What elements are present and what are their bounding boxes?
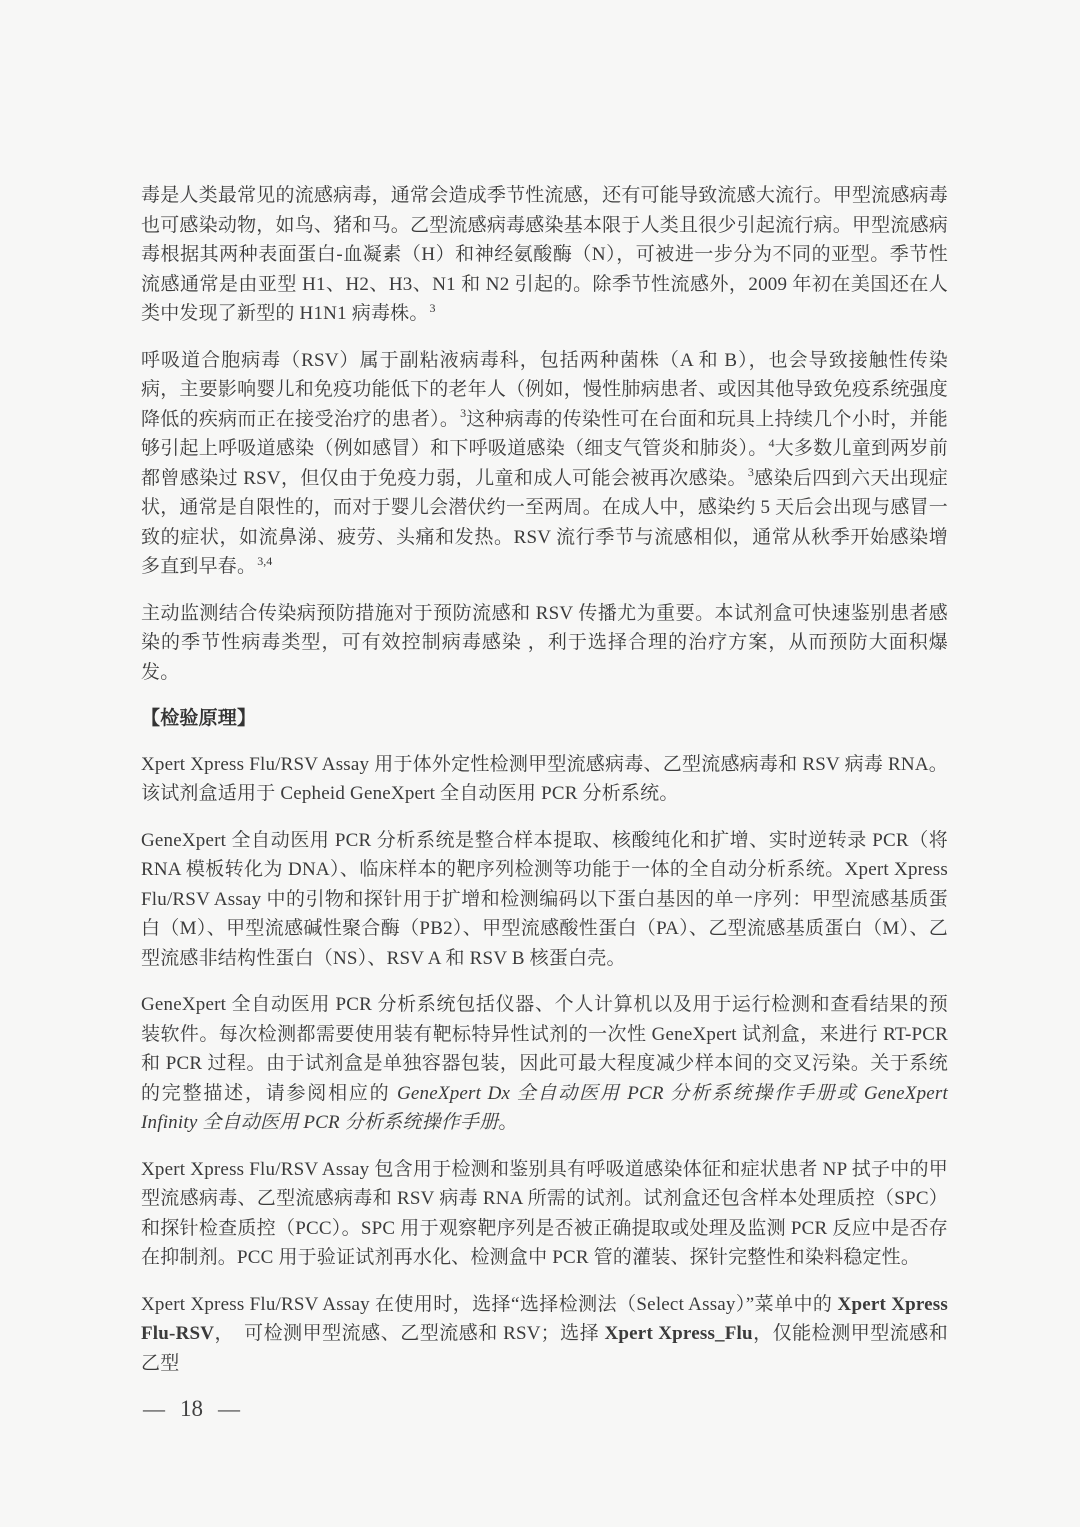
text-run: ，仅能检测甲型流感和乙型 xyxy=(141,1323,948,1374)
paragraph-genexpert-system xyxy=(141,826,948,974)
text-run: 这种病毒的传染性可在台面和玩具上持续几个小时，并能够引起上呼吸道感染（例如感冒）和下呼吸道感染（细支气管炎和肺炎）。 xyxy=(141,408,948,459)
paragraph-surveillance-importance xyxy=(141,599,948,688)
paragraph-genexpert-components xyxy=(141,990,948,1138)
text-run: ， 可检测甲型流感、乙型流感和 RSV；选择 xyxy=(214,1323,605,1344)
text-run: Xpert Xpress Flu/RSV Assay 包含用于检测和鉴别具有呼吸道感染体征和症状患者 NP 拭子中的甲型流感病毒、乙型流感病毒和 RSV 病毒 RNA 所需的试剂。试剂盒还包含样本处理质控（SPC）和探针检查质控（PCC）。SPC 用于观察靶序列是否被正确提取或处理及监测 PCR 反应中是否存在抑制剂。PCC 用于验证试剂再水化、检测盒中 PCR 管的灌装、探针完整性和染料稳定性。 xyxy=(141,1158,948,1268)
text-run: GeneXpert 全自动医用 PCR 分析系统包括仪器、个人计算机以及用于运行检测和查看结果的预装软件。每次检测都需要使用装有靶标特异性试剂的一次性 GeneXpert 试剂盒，来进行 RT-PCR 和 PCR 过程。由于试剂盒是单独容器包装，因此可最大程度减少样本间的交叉污染。关于系统的完整描述，请参阅相应的 xyxy=(141,994,948,1104)
footnote-superscript: 3 xyxy=(747,465,754,480)
page-footer xyxy=(143,1396,240,1422)
paragraph-assay-purpose xyxy=(141,750,948,809)
assay-name-bold: Xpert Xpress_Flu xyxy=(604,1323,753,1344)
text-run: 或 xyxy=(836,1082,864,1104)
manual-title-italic: GeneXpert Infinity 全自动医用 PCR 分析系统操作手册 xyxy=(141,1082,948,1133)
page-number: 18 xyxy=(180,1396,203,1421)
text-run: Xpert Xpress Flu/RSV Assay 在使用时，选择“选择检测法（Select Assay）”菜单中的 xyxy=(141,1293,838,1315)
manual-title-italic: GeneXpert Dx 全自动医用 PCR 分析系统操作手册 xyxy=(397,1082,837,1104)
footnote-superscript: 3,4 xyxy=(257,553,273,568)
footnote-superscript: 3 xyxy=(429,300,436,315)
page-content xyxy=(141,181,948,1395)
text-run: Xpert Xpress Flu/RSV Assay 用于体外定性检测甲型流感病毒、乙型流感病毒和 RSV 病毒 RNA。该试剂盒适用于 Cepheid GeneXpert 全自动医用 PCR 分析系统。 xyxy=(141,753,948,804)
text-run: 毒是人类最常见的流感病毒，通常会造成季节性流感，还有可能导致流感大流行。甲型流感病毒也可感染动物，如鸟、猪和马。乙型流感病毒感染基本限于人类且很少引起流行病。甲型流感病毒根据其两种表面蛋白-血凝素（H）和神经氨酸酶（N），可被进一步分为不同的亚型。季节性流感通常是由亚型 H1、H2、H3、N1 和 N2 引起的。除季节性流感外，2009 年初在美国还在人类中发现了新型的 H1N1 病毒株。 xyxy=(141,185,948,324)
text-run: 感染后四到六天出现症状，通常是自限性的，而对于婴儿会潜伏约一至两周。在成人中，感染约 5 天后会出现与感冒一致的症状，如流鼻涕、疲劳、头痛和发热。RSV 流行季节与流感相似，通常从秋季开始感染增多直到早春。 xyxy=(141,467,948,577)
text-run: GeneXpert 全自动医用 PCR 分析系统是整合样本提取、核酸纯化和扩增、实时逆转录 PCR（将 RNA 模板转化为 DNA）、临床样本的靶序列检测等功能于一体的全自动分析系统。Xpert Xpress Flu/RSV Assay 中的引物和探针用于扩增和检测编码以下蛋白基因的单一序列：甲型流感基质蛋白（M）、甲型流感碱性聚合酶（PB2）、甲型流感酸性蛋白（PA）、乙型流感基质蛋白（M）、乙型流感非结构性蛋白（NS）、RSV A 和 RSV B 核蛋白壳。 xyxy=(141,829,948,969)
footnote-superscript: 3 xyxy=(460,406,467,421)
assay-name-bold: Xpert Xpress Flu-RSV xyxy=(141,1293,948,1344)
paragraph-assay-reagents xyxy=(141,1155,948,1273)
text-run: 。 xyxy=(498,1112,518,1133)
section-heading-test-principle: 【检验原理】 xyxy=(141,708,257,729)
text-run: 呼吸道合胞病毒（RSV）属于副粘液病毒科，包括两种菌株（A 和 B），也会导致接触性传染病，主要影响婴儿和免疫功能低下的老年人（例如，慢性肺病患者、或因其他导致免疫系统强度降低的疾病而正在接受治疗的患者）。 xyxy=(141,349,948,430)
paragraph-influenza-overview xyxy=(141,181,948,329)
paragraph-assay-usage xyxy=(141,1290,948,1379)
footer-left-dash: — xyxy=(143,1396,165,1421)
footer-right-dash: — xyxy=(218,1396,240,1421)
text-run: 大多数儿童到两岁前都曾感染过 RSV，但仅由于免疫力弱，儿童和成人可能会被再次感染。 xyxy=(141,438,948,489)
paragraph-rsv-description xyxy=(141,346,948,582)
text-run: 主动监测结合传染病预防措施对于预防流感和 RSV 传播尤为重要。本试剂盒可快速鉴别患者感染的季节性病毒类型，可有效控制病毒感染 ，利于选择合理的治疗方案，从而预防大面积爆发。 xyxy=(141,602,948,683)
footnote-superscript: 4 xyxy=(768,435,775,450)
